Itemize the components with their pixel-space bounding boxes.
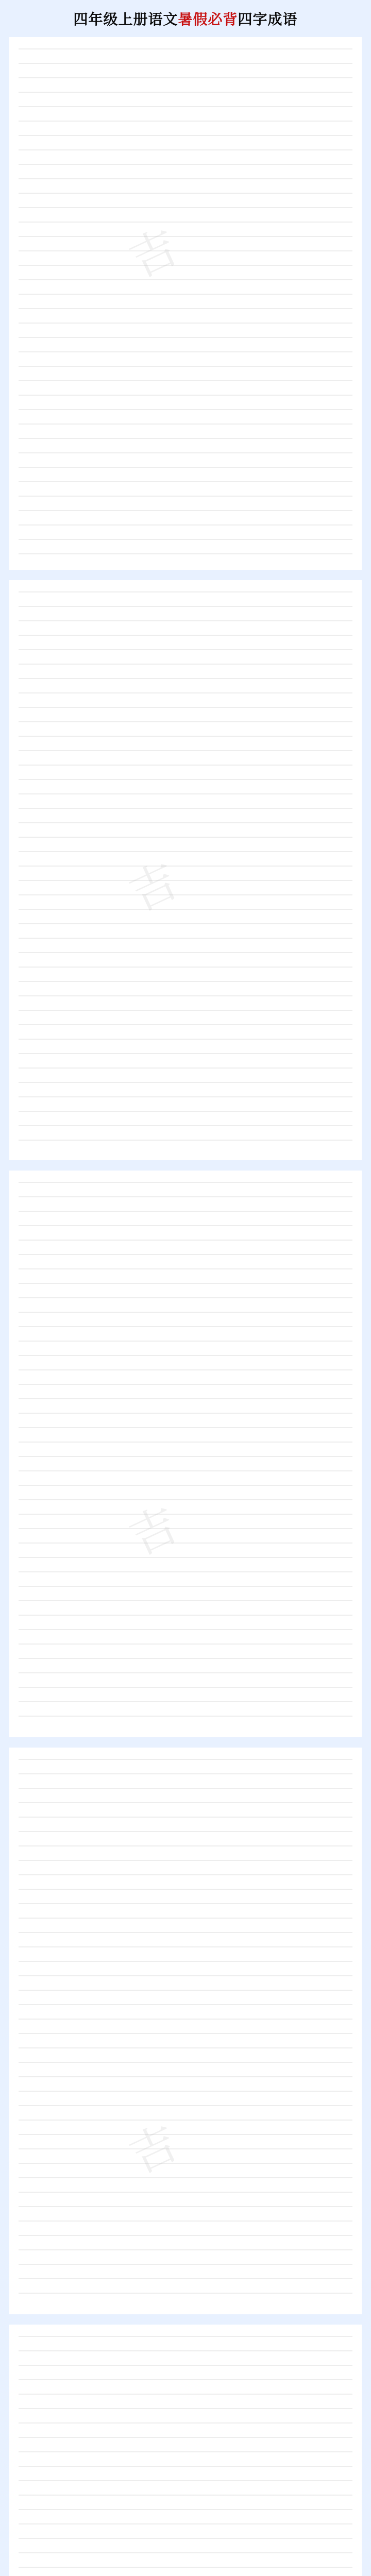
text-lines [19,1759,352,2305]
text-lines [19,591,352,1151]
text-lines [19,2336,352,2576]
idiom-card-1 [9,37,362,570]
title-accent: 暑假必背 [178,11,238,27]
title-bar [0,0,371,37]
text-lines [19,1182,352,1728]
text-lines [19,48,352,561]
title-suffix: 四字成语 [238,11,298,27]
idiom-card-3 [9,1171,362,1737]
idiom-card-4 [9,1748,362,2314]
page-title [73,8,297,29]
title-prefix: 四年级上册语文 [73,11,178,27]
idiom-card-5 [9,2325,362,2576]
idiom-card-2 [9,580,362,1160]
